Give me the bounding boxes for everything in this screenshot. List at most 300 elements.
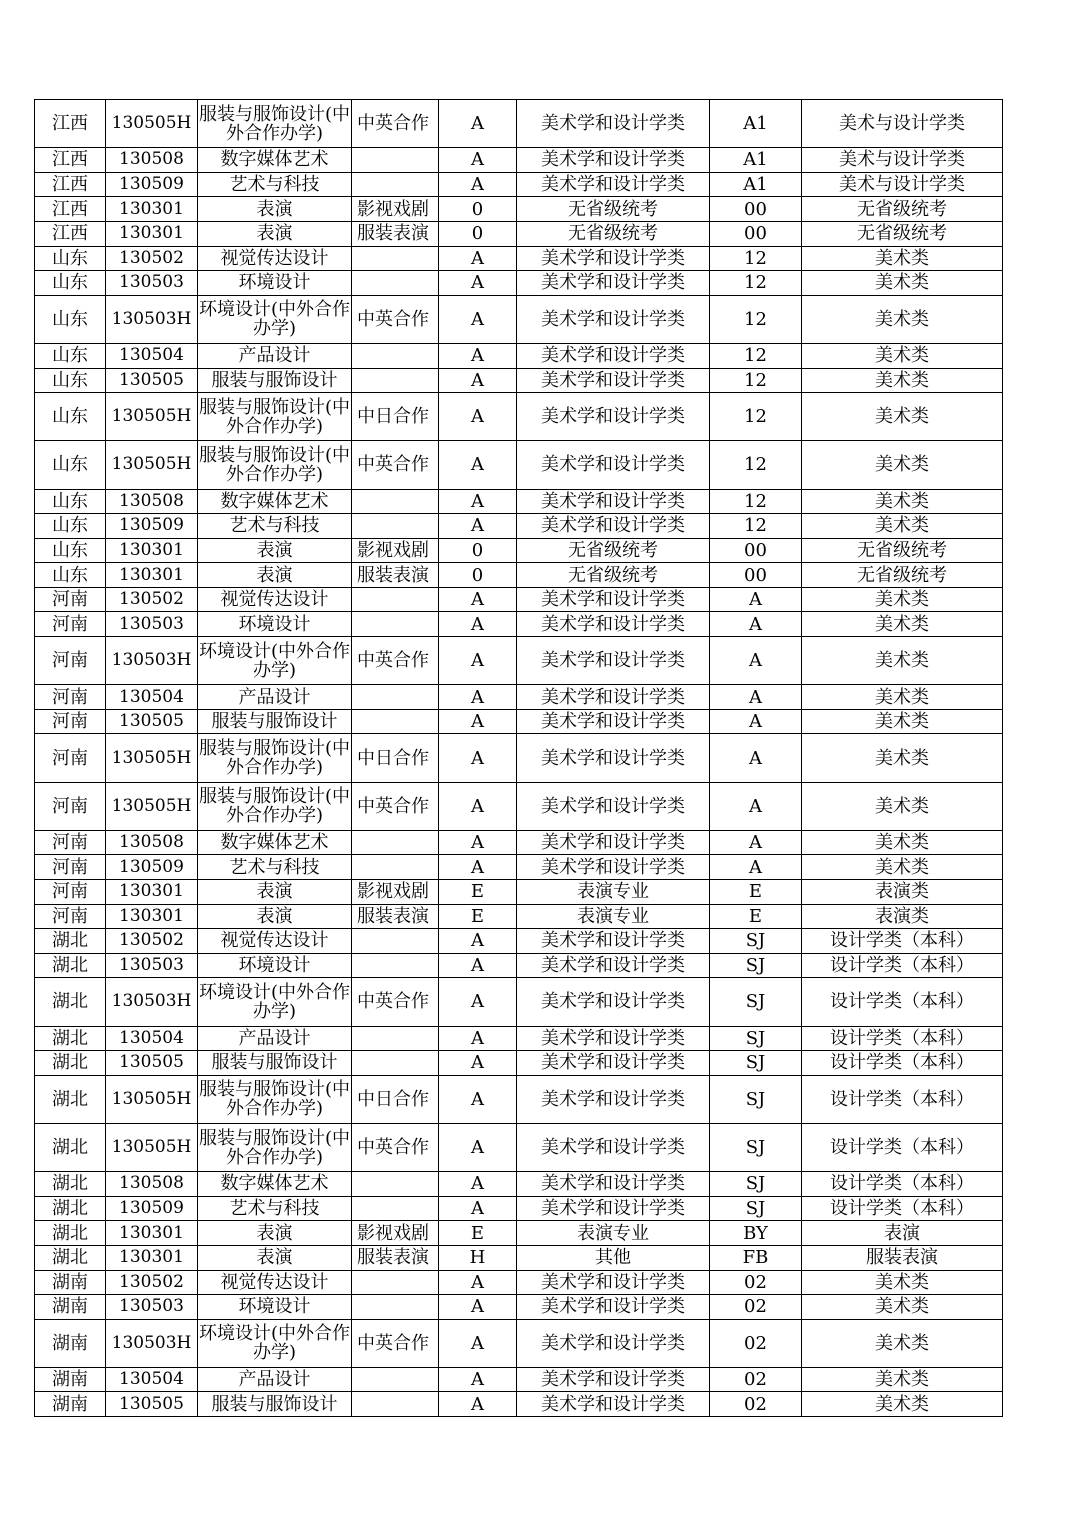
province-cell: 河南 [35,612,106,637]
province-category-code-cell: SJ [710,1026,802,1051]
direction-cell: 影视戏剧 [352,538,439,563]
table-row [35,1319,1003,1367]
province-category-code-cell: 12 [710,514,802,539]
province-category-code-cell: A [710,685,802,710]
category-name-cell: 美术学和设计学类 [517,587,710,612]
category-code-cell: A [439,929,517,954]
province-cell: 湖南 [35,1392,106,1417]
direction-cell [352,368,439,393]
category-name-cell: 美术学和设计学类 [517,1123,710,1171]
category-code-cell: A [439,441,517,489]
province-category-name-cell: 美术类 [802,343,1003,368]
province-category-code-cell: 02 [710,1270,802,1295]
direction-cell: 服装表演 [352,1245,439,1270]
direction-cell [352,148,439,173]
province-category-name-cell: 美术与设计学类 [802,100,1003,148]
province-cell: 河南 [35,904,106,929]
province-category-name-cell: 设计学类（本科） [802,1026,1003,1051]
code-cell: 130301 [106,221,198,246]
category-name-cell: 美术学和设计学类 [517,685,710,710]
category-code-cell: A [439,172,517,197]
province-category-code-cell: SJ [710,1172,802,1197]
direction-cell: 影视戏剧 [352,880,439,905]
direction-cell: 中英合作 [352,637,439,685]
major-cell: 服装与服饰设计(中外合作办学) [198,441,352,489]
code-cell: 130508 [106,830,198,855]
province-cell: 山东 [35,489,106,514]
category-code-cell: A [439,1026,517,1051]
code-cell: 130505H [106,1123,198,1171]
major-cell: 产品设计 [198,1367,352,1392]
province-category-code-cell: 00 [710,538,802,563]
province-cell: 山东 [35,295,106,343]
province-category-name-cell: 设计学类（本科） [802,929,1003,954]
table-row [35,538,1003,563]
code-cell: 130301 [106,1221,198,1246]
province-category-name-cell: 无省级统考 [802,538,1003,563]
table-row [35,1221,1003,1246]
category-name-cell: 美术学和设计学类 [517,489,710,514]
table-row [35,368,1003,393]
major-cell: 表演 [198,563,352,588]
province-category-name-cell: 美术类 [802,685,1003,710]
major-cell: 视觉传达设计 [198,929,352,954]
category-name-cell: 美术学和设计学类 [517,1270,710,1295]
code-cell: 130503H [106,1319,198,1367]
category-code-cell: E [439,880,517,905]
category-name-cell: 美术学和设计学类 [517,782,710,830]
code-cell: 130508 [106,1172,198,1197]
category-name-cell: 美术学和设计学类 [517,1295,710,1320]
table-row [35,271,1003,296]
province-category-code-cell: SJ [710,1123,802,1171]
province-category-name-cell: 美术与设计学类 [802,148,1003,173]
direction-cell [352,929,439,954]
table-row [35,514,1003,539]
province-cell: 山东 [35,563,106,588]
province-cell: 湖北 [35,953,106,978]
province-category-code-cell: SJ [710,1075,802,1123]
major-cell: 表演 [198,880,352,905]
direction-cell: 服装表演 [352,563,439,588]
direction-cell: 中英合作 [352,295,439,343]
category-code-cell: A [439,1172,517,1197]
code-cell: 130301 [106,538,198,563]
province-category-name-cell: 设计学类（本科） [802,953,1003,978]
province-cell: 河南 [35,830,106,855]
province-category-code-cell: SJ [710,929,802,954]
direction-cell [352,855,439,880]
category-name-cell: 美术学和设计学类 [517,172,710,197]
category-name-cell: 美术学和设计学类 [517,148,710,173]
table-row [35,197,1003,222]
major-cell: 服装与服饰设计(中外合作办学) [198,1075,352,1123]
direction-cell: 服装表演 [352,221,439,246]
category-name-cell: 美术学和设计学类 [517,246,710,271]
category-code-cell: A [439,1123,517,1171]
table-row [35,1196,1003,1221]
direction-cell [352,1367,439,1392]
category-name-cell: 美术学和设计学类 [517,343,710,368]
category-code-cell: A [439,1075,517,1123]
province-cell: 河南 [35,782,106,830]
province-category-name-cell: 无省级统考 [802,563,1003,588]
category-code-cell: A [439,393,517,441]
major-cell: 环境设计(中外合作办学) [198,295,352,343]
province-category-code-cell: 12 [710,271,802,296]
major-cell: 表演 [198,1245,352,1270]
province-category-code-cell: 02 [710,1295,802,1320]
province-category-code-cell: FB [710,1245,802,1270]
province-category-name-cell: 美术类 [802,830,1003,855]
province-cell: 湖北 [35,1075,106,1123]
province-category-code-cell: SJ [710,978,802,1026]
province-cell: 湖北 [35,1172,106,1197]
major-cell: 视觉传达设计 [198,246,352,271]
province-category-code-cell: A [710,587,802,612]
major-cell: 环境设计(中外合作办学) [198,978,352,1026]
province-cell: 湖南 [35,1319,106,1367]
major-cell: 服装与服饰设计 [198,1051,352,1076]
category-name-cell: 美术学和设计学类 [517,709,710,734]
direction-cell [352,1392,439,1417]
province-category-name-cell: 美术类 [802,1367,1003,1392]
code-cell: 130509 [106,172,198,197]
category-code-cell: A [439,1196,517,1221]
category-code-cell: H [439,1245,517,1270]
table-row [35,489,1003,514]
category-code-cell: A [439,514,517,539]
code-cell: 130503 [106,271,198,296]
category-code-cell: A [439,830,517,855]
code-cell: 130502 [106,246,198,271]
direction-cell [352,172,439,197]
code-cell: 130502 [106,929,198,954]
province-category-code-cell: A [710,709,802,734]
province-category-code-cell: SJ [710,1051,802,1076]
province-category-code-cell: 12 [710,246,802,271]
province-cell: 山东 [35,271,106,296]
category-name-cell: 无省级统考 [517,197,710,222]
province-category-name-cell: 美术类 [802,855,1003,880]
table-row [35,100,1003,148]
province-category-name-cell: 无省级统考 [802,197,1003,222]
major-cell: 艺术与科技 [198,172,352,197]
table-row [35,587,1003,612]
province-category-code-cell: BY [710,1221,802,1246]
category-code-cell: A [439,637,517,685]
category-name-cell: 美术学和设计学类 [517,978,710,1026]
major-cell: 数字媒体艺术 [198,148,352,173]
province-category-code-cell: SJ [710,1196,802,1221]
province-cell: 山东 [35,441,106,489]
major-cell: 服装与服饰设计(中外合作办学) [198,393,352,441]
province-category-code-cell: 12 [710,489,802,514]
category-code-cell: 0 [439,538,517,563]
major-cell: 服装与服饰设计(中外合作办学) [198,734,352,782]
table-row [35,880,1003,905]
major-cell: 产品设计 [198,685,352,710]
code-cell: 130504 [106,1026,198,1051]
province-category-code-cell: 12 [710,441,802,489]
code-cell: 130503 [106,953,198,978]
province-category-name-cell: 设计学类（本科） [802,978,1003,1026]
province-category-name-cell: 美术类 [802,1270,1003,1295]
category-name-cell: 美术学和设计学类 [517,1075,710,1123]
code-cell: 130508 [106,148,198,173]
major-cell: 服装与服饰设计 [198,368,352,393]
category-code-cell: A [439,295,517,343]
table-row [35,929,1003,954]
category-name-cell: 美术学和设计学类 [517,441,710,489]
province-category-name-cell: 表演类 [802,904,1003,929]
category-code-cell: A [439,1367,517,1392]
province-cell: 河南 [35,734,106,782]
province-cell: 河南 [35,880,106,905]
province-category-name-cell: 表演 [802,1221,1003,1246]
code-cell: 130505H [106,393,198,441]
major-cell: 视觉传达设计 [198,587,352,612]
code-cell: 130505 [106,368,198,393]
table-row [35,782,1003,830]
major-cell: 服装与服饰设计 [198,709,352,734]
province-category-code-cell: A [710,855,802,880]
table-row [35,1026,1003,1051]
province-cell: 湖北 [35,1196,106,1221]
table-row [35,953,1003,978]
category-name-cell: 美术学和设计学类 [517,393,710,441]
direction-cell [352,246,439,271]
direction-cell: 中英合作 [352,978,439,1026]
category-name-cell: 美术学和设计学类 [517,100,710,148]
category-code-cell: 0 [439,563,517,588]
major-cell: 数字媒体艺术 [198,489,352,514]
category-code-cell: A [439,978,517,1026]
province-category-code-cell: A [710,612,802,637]
province-cell: 江西 [35,172,106,197]
major-cell: 表演 [198,197,352,222]
table-row [35,1295,1003,1320]
category-name-cell: 美术学和设计学类 [517,612,710,637]
province-cell: 湖南 [35,1295,106,1320]
province-category-name-cell: 美术类 [802,441,1003,489]
direction-cell: 中英合作 [352,441,439,489]
direction-cell [352,489,439,514]
direction-cell: 影视戏剧 [352,1221,439,1246]
direction-cell [352,953,439,978]
code-cell: 130503H [106,637,198,685]
category-code-cell: A [439,148,517,173]
code-cell: 130301 [106,904,198,929]
province-category-name-cell: 无省级统考 [802,221,1003,246]
province-category-name-cell: 设计学类（本科） [802,1196,1003,1221]
table-row [35,1367,1003,1392]
table-row [35,1245,1003,1270]
direction-cell: 影视戏剧 [352,197,439,222]
province-category-code-cell: 12 [710,393,802,441]
province-cell: 湖北 [35,1026,106,1051]
category-name-cell: 表演专业 [517,904,710,929]
province-cell: 湖南 [35,1367,106,1392]
direction-cell [352,1051,439,1076]
province-category-code-cell: SJ [710,953,802,978]
category-name-cell: 美术学和设计学类 [517,271,710,296]
category-code-cell: A [439,953,517,978]
category-name-cell: 美术学和设计学类 [517,1172,710,1197]
code-cell: 130301 [106,563,198,588]
table-row [35,172,1003,197]
category-name-cell: 美术学和设计学类 [517,368,710,393]
table-row [35,1051,1003,1076]
category-code-cell: A [439,734,517,782]
category-name-cell: 无省级统考 [517,563,710,588]
major-cell: 艺术与科技 [198,1196,352,1221]
province-category-name-cell: 设计学类（本科） [802,1051,1003,1076]
code-cell: 130301 [106,197,198,222]
province-category-name-cell: 表演类 [802,880,1003,905]
category-code-cell: A [439,246,517,271]
category-name-cell: 美术学和设计学类 [517,295,710,343]
province-category-code-cell: 12 [710,368,802,393]
province-category-name-cell: 美术类 [802,246,1003,271]
major-cell: 环境设计 [198,953,352,978]
code-cell: 130505 [106,1392,198,1417]
category-name-cell: 美术学和设计学类 [517,1319,710,1367]
table-row [35,978,1003,1026]
code-cell: 130505H [106,782,198,830]
table-row [35,1172,1003,1197]
province-cell: 江西 [35,197,106,222]
category-code-cell: A [439,855,517,880]
direction-cell: 中英合作 [352,1123,439,1171]
province-cell: 河南 [35,637,106,685]
direction-cell: 服装表演 [352,904,439,929]
direction-cell [352,587,439,612]
code-cell: 130505H [106,100,198,148]
province-category-code-cell: A [710,734,802,782]
table-row [35,830,1003,855]
category-name-cell: 表演专业 [517,1221,710,1246]
admissions-table [34,99,1003,1417]
province-category-name-cell: 美术类 [802,1295,1003,1320]
province-category-name-cell: 美术与设计学类 [802,172,1003,197]
table-row [35,221,1003,246]
province-category-code-cell: 12 [710,343,802,368]
category-code-cell: A [439,368,517,393]
code-cell: 130509 [106,514,198,539]
category-code-cell: A [439,1270,517,1295]
code-cell: 130504 [106,685,198,710]
category-name-cell: 美术学和设计学类 [517,855,710,880]
category-name-cell: 美术学和设计学类 [517,1196,710,1221]
province-category-name-cell: 美术类 [802,489,1003,514]
code-cell: 130503 [106,1295,198,1320]
code-cell: 130505 [106,1051,198,1076]
province-category-name-cell: 美术类 [802,612,1003,637]
direction-cell [352,685,439,710]
province-cell: 山东 [35,514,106,539]
province-category-name-cell: 美术类 [802,734,1003,782]
province-category-code-cell: E [710,880,802,905]
province-cell: 湖南 [35,1270,106,1295]
direction-cell [352,1172,439,1197]
table-row [35,246,1003,271]
code-cell: 130301 [106,1245,198,1270]
major-cell: 艺术与科技 [198,855,352,880]
province-category-code-cell: 02 [710,1367,802,1392]
province-category-code-cell: E [710,904,802,929]
category-code-cell: A [439,685,517,710]
major-cell: 表演 [198,1221,352,1246]
table-row [35,904,1003,929]
category-code-cell: 0 [439,221,517,246]
table-row [35,855,1003,880]
province-category-name-cell: 服装表演 [802,1245,1003,1270]
province-cell: 河南 [35,709,106,734]
major-cell: 环境设计 [198,1295,352,1320]
province-category-name-cell: 设计学类（本科） [802,1123,1003,1171]
category-code-cell: A [439,1051,517,1076]
province-category-code-cell: A [710,637,802,685]
category-code-cell: A [439,1295,517,1320]
category-code-cell: E [439,1221,517,1246]
province-category-code-cell: A1 [710,172,802,197]
code-cell: 130509 [106,855,198,880]
category-name-cell: 美术学和设计学类 [517,1367,710,1392]
major-cell: 环境设计 [198,612,352,637]
direction-cell [352,271,439,296]
province-cell: 河南 [35,685,106,710]
province-category-name-cell: 美术类 [802,709,1003,734]
category-name-cell: 其他 [517,1245,710,1270]
major-cell: 视觉传达设计 [198,1270,352,1295]
code-cell: 130505 [106,709,198,734]
code-cell: 130504 [106,1367,198,1392]
province-cell: 湖北 [35,978,106,1026]
category-code-cell: A [439,587,517,612]
province-category-name-cell: 美术类 [802,271,1003,296]
category-name-cell: 美术学和设计学类 [517,734,710,782]
province-cell: 湖北 [35,1221,106,1246]
category-name-cell: 美术学和设计学类 [517,830,710,855]
major-cell: 环境设计(中外合作办学) [198,637,352,685]
major-cell: 环境设计(中外合作办学) [198,1319,352,1367]
category-name-cell: 表演专业 [517,880,710,905]
direction-cell: 中日合作 [352,734,439,782]
province-category-name-cell: 美术类 [802,1392,1003,1417]
table-row [35,563,1003,588]
direction-cell [352,1026,439,1051]
code-cell: 130301 [106,880,198,905]
code-cell: 130503 [106,612,198,637]
province-category-code-cell: 00 [710,221,802,246]
province-cell: 江西 [35,221,106,246]
direction-cell [352,612,439,637]
direction-cell [352,1196,439,1221]
table-body [35,100,1003,1417]
major-cell: 产品设计 [198,1026,352,1051]
province-cell: 湖北 [35,929,106,954]
province-cell: 山东 [35,343,106,368]
category-code-cell: A [439,1319,517,1367]
province-category-name-cell: 设计学类（本科） [802,1075,1003,1123]
code-cell: 130503H [106,295,198,343]
direction-cell: 中英合作 [352,100,439,148]
province-cell: 湖北 [35,1245,106,1270]
province-category-name-cell: 美术类 [802,587,1003,612]
table-row [35,393,1003,441]
major-cell: 产品设计 [198,343,352,368]
